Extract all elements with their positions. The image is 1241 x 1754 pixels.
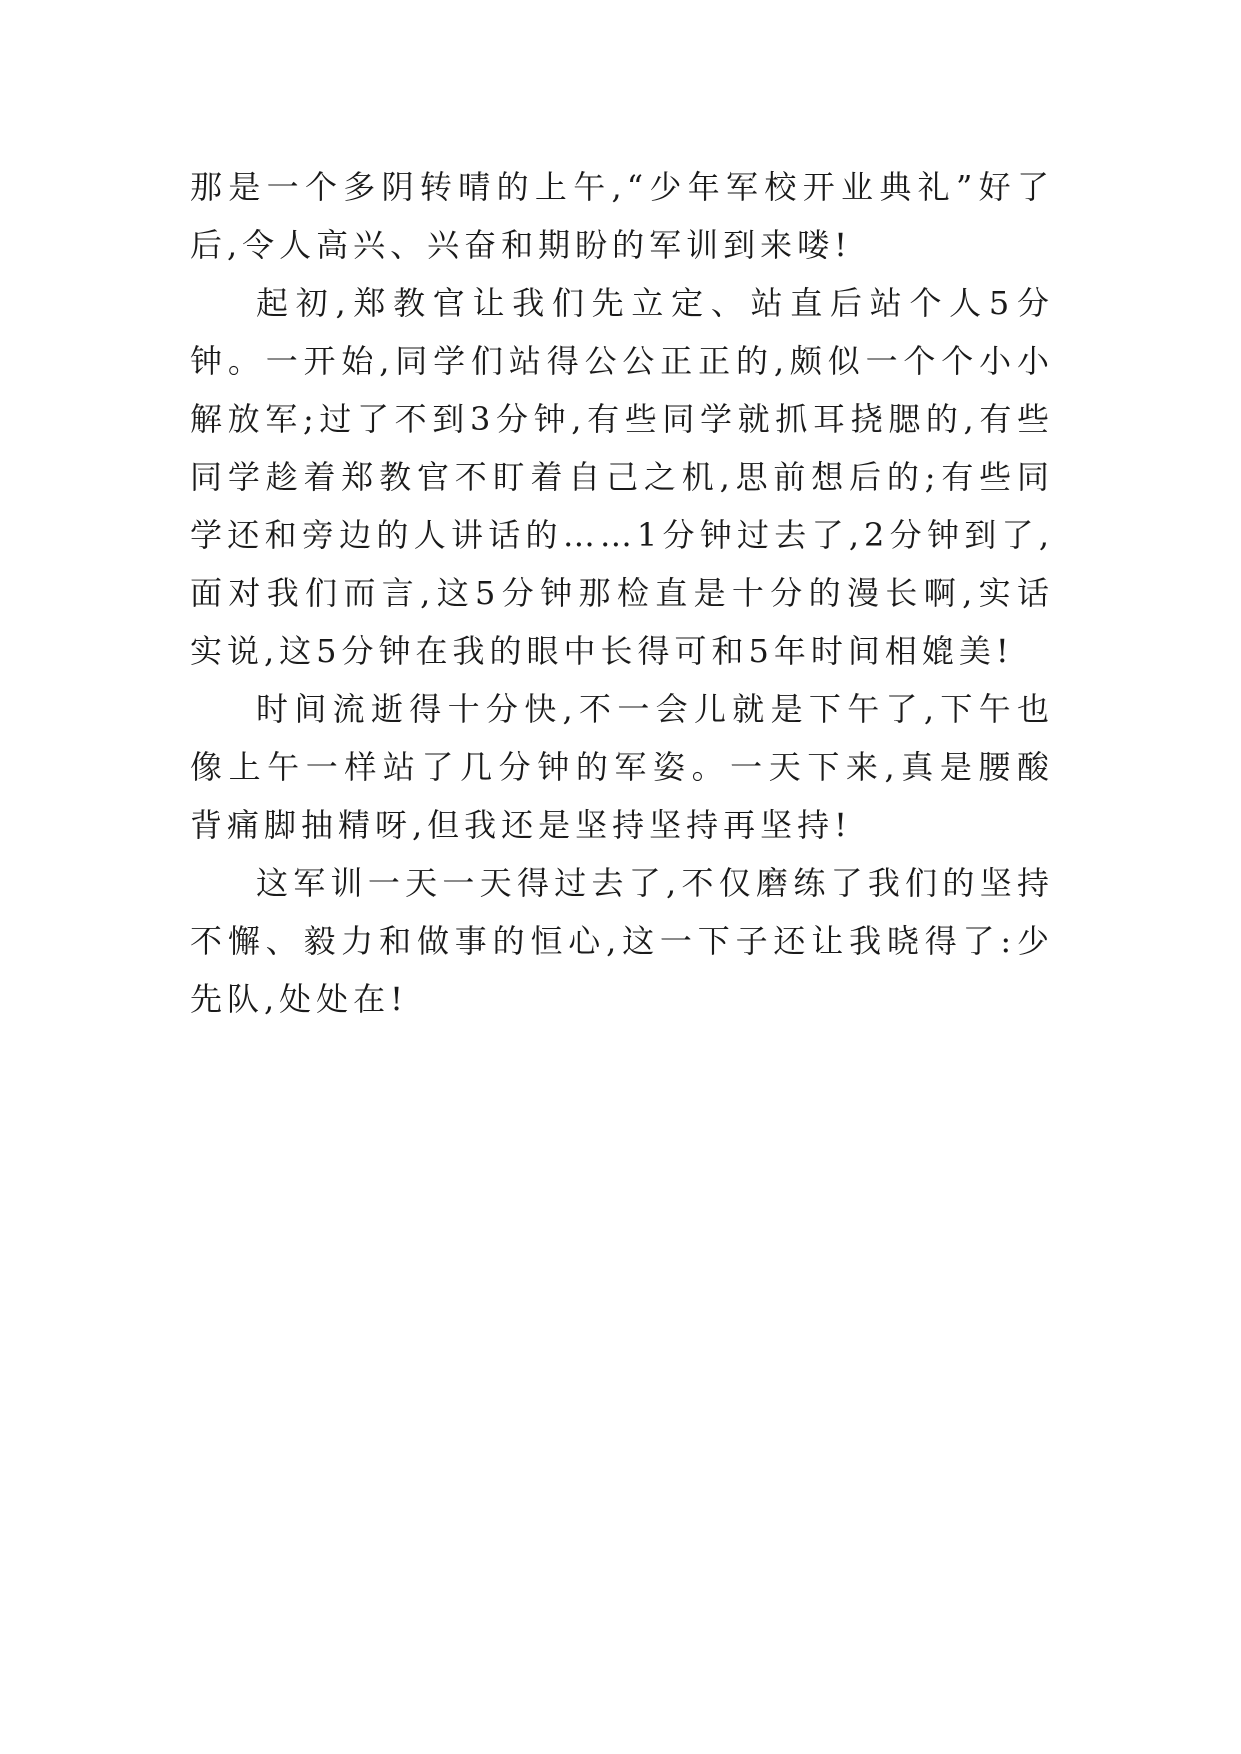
paragraph-4: 这军训一天一天得过去了,不仅磨练了我们的坚持不懈、毅力和做事的恒心,这一下子还让我晓得了:少先队,处处在! [190, 864, 1054, 1018]
document-body [190, 158, 1054, 1028]
paragraph-2: 起初,郑教官让我们先立定、站直后站个人5分钟。一开始,同学们站得公公正正的,颇似一个个小小解放军;过了不到3分钟,有些同学就抓耳挠腮的,有些同学趁着郑教官不盯着自己之机,思前想后的;有些同学还和旁边的人讲话的……1分钟过去了,2分钟到了,面对我们而言,这5分钟那检直是十分的漫长啊,实话实说,这5分钟在我的眼中长得可和5年时间相媲美! [190, 284, 1054, 670]
paragraph-3: 时间流逝得十分快,不一会儿就是下午了,下午也像上午一样站了几分钟的军姿。一天下来,真是腰酸背痛脚抽精呀,但我还是坚持坚持再坚持! [190, 690, 1054, 844]
paragraph-1: 那是一个多阴转晴的上午,“少年军校开业典礼”好了后,令人高兴、兴奋和期盼的军训到来喽! [190, 168, 1054, 264]
